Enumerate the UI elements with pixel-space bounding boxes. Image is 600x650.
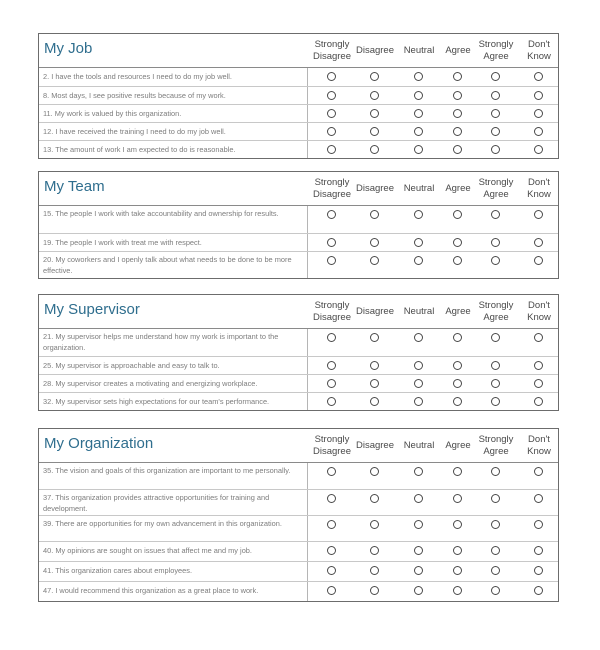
radio-disagree[interactable] <box>370 546 379 555</box>
question-row <box>39 541 558 561</box>
radio-strongly-disagree[interactable] <box>327 256 336 265</box>
column-header-strongly-agree: Strongly Agree <box>478 300 514 323</box>
radio-disagree[interactable] <box>370 494 379 503</box>
radio-strongly-disagree[interactable] <box>327 333 336 342</box>
radio-agree[interactable] <box>453 256 462 265</box>
radio-neutral[interactable] <box>414 520 423 529</box>
radio-disagree[interactable] <box>370 520 379 529</box>
radio-strongly-agree[interactable] <box>491 109 500 118</box>
radio-strongly-agree[interactable] <box>491 333 500 342</box>
question-text: 12. I have received the training I need to do my job well. <box>43 127 226 136</box>
radio-don-t-know[interactable] <box>534 238 543 247</box>
radio-agree[interactable] <box>453 238 462 247</box>
radio-don-t-know[interactable] <box>534 109 543 118</box>
column-header-neutral: Neutral <box>403 305 435 317</box>
column-divider <box>307 562 308 581</box>
radio-strongly-disagree[interactable] <box>327 379 336 388</box>
radio-agree[interactable] <box>453 566 462 575</box>
question-row <box>39 68 558 86</box>
radio-disagree[interactable] <box>370 256 379 265</box>
column-header-neutral: Neutral <box>403 439 435 451</box>
column-header-disagree: Disagree <box>355 182 395 194</box>
radio-neutral[interactable] <box>414 397 423 406</box>
question-row <box>39 206 558 233</box>
radio-neutral[interactable] <box>414 379 423 388</box>
radio-agree[interactable] <box>453 210 462 219</box>
question-text: 11. My work is valued by this organization. <box>43 109 182 118</box>
radio-don-t-know[interactable] <box>534 361 543 370</box>
radio-disagree[interactable] <box>370 238 379 247</box>
radio-strongly-agree[interactable] <box>491 494 500 503</box>
radio-neutral[interactable] <box>414 256 423 265</box>
question-row <box>39 515 558 541</box>
question-text: 47. I would recommend this organization as a great place to work. <box>43 586 259 595</box>
radio-don-t-know[interactable] <box>534 333 543 342</box>
radio-neutral[interactable] <box>414 127 423 136</box>
question-row <box>39 86 558 104</box>
radio-strongly-agree[interactable] <box>491 256 500 265</box>
radio-don-t-know[interactable] <box>534 145 543 154</box>
column-header-strongly-agree: Strongly Agree <box>478 39 514 62</box>
question-row <box>39 251 558 278</box>
radio-don-t-know[interactable] <box>534 397 543 406</box>
column-header-don-t-know: Don't Know <box>527 434 551 457</box>
radio-disagree[interactable] <box>370 127 379 136</box>
radio-don-t-know[interactable] <box>534 210 543 219</box>
column-divider <box>307 123 308 140</box>
question-row <box>39 489 558 515</box>
radio-strongly-disagree[interactable] <box>327 586 336 595</box>
radio-agree[interactable] <box>453 494 462 503</box>
radio-agree[interactable] <box>453 91 462 100</box>
radio-neutral[interactable] <box>414 586 423 595</box>
radio-don-t-know[interactable] <box>534 91 543 100</box>
radio-agree[interactable] <box>453 72 462 81</box>
column-divider <box>307 516 308 541</box>
radio-strongly-agree[interactable] <box>491 397 500 406</box>
question-row <box>39 561 558 581</box>
radio-agree[interactable] <box>453 109 462 118</box>
section-my-team <box>38 171 559 279</box>
radio-strongly-agree[interactable] <box>491 127 500 136</box>
column-divider <box>307 234 308 251</box>
radio-don-t-know[interactable] <box>534 586 543 595</box>
radio-agree[interactable] <box>453 361 462 370</box>
radio-disagree[interactable] <box>370 379 379 388</box>
radio-strongly-disagree[interactable] <box>327 397 336 406</box>
radio-strongly-agree[interactable] <box>491 91 500 100</box>
column-header-strongly-disagree: Strongly Disagree <box>312 177 352 200</box>
radio-agree[interactable] <box>453 145 462 154</box>
radio-disagree[interactable] <box>370 586 379 595</box>
section-my-job <box>38 33 559 159</box>
section-title: My Job <box>44 40 93 57</box>
column-header-strongly-disagree: Strongly Disagree <box>312 300 352 323</box>
question-text: 8. Most days, I see positive results because of my work. <box>43 91 226 100</box>
radio-neutral[interactable] <box>414 91 423 100</box>
radio-disagree[interactable] <box>370 333 379 342</box>
question-text: 41. This organization cares about employees. <box>43 566 192 575</box>
column-divider <box>307 252 308 278</box>
column-divider <box>307 490 308 515</box>
section-header <box>39 34 558 68</box>
section-my-supervisor <box>38 294 559 411</box>
question-row <box>39 329 558 356</box>
column-divider <box>307 105 308 122</box>
radio-agree[interactable] <box>453 586 462 595</box>
question-text: 32. My supervisor sets high expectations for our team's performance. <box>43 397 270 406</box>
column-divider <box>307 393 308 410</box>
radio-strongly-agree[interactable] <box>491 210 500 219</box>
radio-strongly-disagree[interactable] <box>327 72 336 81</box>
radio-strongly-disagree[interactable] <box>327 494 336 503</box>
question-row <box>39 374 558 392</box>
column-divider <box>307 141 308 158</box>
radio-strongly-agree[interactable] <box>491 566 500 575</box>
radio-disagree[interactable] <box>370 397 379 406</box>
radio-strongly-disagree[interactable] <box>327 210 336 219</box>
radio-strongly-disagree[interactable] <box>327 467 336 476</box>
radio-neutral[interactable] <box>414 494 423 503</box>
section-title: My Team <box>44 178 105 195</box>
radio-strongly-disagree[interactable] <box>327 91 336 100</box>
radio-neutral[interactable] <box>414 210 423 219</box>
radio-strongly-disagree[interactable] <box>327 127 336 136</box>
radio-strongly-disagree[interactable] <box>327 520 336 529</box>
radio-strongly-disagree[interactable] <box>327 238 336 247</box>
radio-strongly-agree[interactable] <box>491 586 500 595</box>
column-header-strongly-agree: Strongly Agree <box>478 434 514 457</box>
radio-neutral[interactable] <box>414 72 423 81</box>
radio-disagree[interactable] <box>370 467 379 476</box>
radio-don-t-know[interactable] <box>534 520 543 529</box>
section-header <box>39 295 558 329</box>
section-title: My Supervisor <box>44 301 140 318</box>
radio-disagree[interactable] <box>370 145 379 154</box>
column-divider <box>307 68 308 86</box>
section-header <box>39 429 558 463</box>
question-row <box>39 233 558 251</box>
question-text: 40. My opinions are sought on issues that affect me and my job. <box>43 546 252 555</box>
radio-agree[interactable] <box>453 127 462 136</box>
question-text: 35. The vision and goals of this organization are important to me personally. <box>43 466 291 475</box>
radio-agree[interactable] <box>453 467 462 476</box>
radio-strongly-disagree[interactable] <box>327 109 336 118</box>
question-text: 37. This organization provides attractive opportunities for training and development. <box>43 493 270 513</box>
question-row <box>39 140 558 158</box>
section-title: My Organization <box>44 435 154 452</box>
radio-strongly-agree[interactable] <box>491 72 500 81</box>
radio-don-t-know[interactable] <box>534 566 543 575</box>
radio-neutral[interactable] <box>414 238 423 247</box>
radio-don-t-know[interactable] <box>534 546 543 555</box>
column-header-don-t-know: Don't Know <box>527 177 551 200</box>
column-divider <box>307 329 308 356</box>
radio-disagree[interactable] <box>370 72 379 81</box>
radio-neutral[interactable] <box>414 566 423 575</box>
radio-don-t-know[interactable] <box>534 467 543 476</box>
radio-strongly-disagree[interactable] <box>327 546 336 555</box>
question-text: 39. There are opportunities for my own advancement in this organization. <box>43 519 282 528</box>
column-divider <box>307 375 308 392</box>
radio-strongly-agree[interactable] <box>491 546 500 555</box>
radio-strongly-agree[interactable] <box>491 238 500 247</box>
radio-neutral[interactable] <box>414 467 423 476</box>
radio-strongly-agree[interactable] <box>491 379 500 388</box>
column-header-agree: Agree <box>445 44 471 56</box>
radio-strongly-agree[interactable] <box>491 145 500 154</box>
radio-disagree[interactable] <box>370 210 379 219</box>
question-row <box>39 581 558 601</box>
radio-strongly-disagree[interactable] <box>327 361 336 370</box>
radio-agree[interactable] <box>453 397 462 406</box>
radio-don-t-know[interactable] <box>534 379 543 388</box>
radio-strongly-agree[interactable] <box>491 520 500 529</box>
radio-disagree[interactable] <box>370 109 379 118</box>
question-text: 15. The people I work with take accountability and ownership for results. <box>43 209 279 218</box>
radio-strongly-disagree[interactable] <box>327 145 336 154</box>
column-divider <box>307 357 308 374</box>
radio-disagree[interactable] <box>370 566 379 575</box>
radio-agree[interactable] <box>453 333 462 342</box>
question-text: 25. My supervisor is approachable and easy to talk to. <box>43 361 220 370</box>
column-header-strongly-disagree: Strongly Disagree <box>312 434 352 457</box>
question-text: 2. I have the tools and resources I need to do my job well. <box>43 72 232 81</box>
column-header-disagree: Disagree <box>355 439 395 451</box>
question-row <box>39 104 558 122</box>
column-header-don-t-know: Don't Know <box>527 300 551 323</box>
column-header-strongly-agree: Strongly Agree <box>478 177 514 200</box>
radio-neutral[interactable] <box>414 546 423 555</box>
radio-neutral[interactable] <box>414 361 423 370</box>
radio-disagree[interactable] <box>370 361 379 370</box>
radio-agree[interactable] <box>453 546 462 555</box>
radio-don-t-know[interactable] <box>534 256 543 265</box>
column-header-don-t-know: Don't Know <box>527 39 551 62</box>
column-header-strongly-disagree: Strongly Disagree <box>312 39 352 62</box>
column-header-agree: Agree <box>445 305 471 317</box>
radio-don-t-know[interactable] <box>534 127 543 136</box>
radio-neutral[interactable] <box>414 333 423 342</box>
question-row <box>39 463 558 489</box>
column-header-neutral: Neutral <box>403 182 435 194</box>
radio-strongly-agree[interactable] <box>491 361 500 370</box>
column-header-agree: Agree <box>445 182 471 194</box>
column-header-neutral: Neutral <box>403 44 435 56</box>
column-divider <box>307 206 308 233</box>
column-divider <box>307 582 308 601</box>
section-header <box>39 172 558 206</box>
column-divider <box>307 542 308 561</box>
column-divider <box>307 87 308 104</box>
radio-neutral[interactable] <box>414 109 423 118</box>
question-text: 20. My coworkers and I openly talk about what needs to be done to be more effective. <box>43 255 292 275</box>
radio-don-t-know[interactable] <box>534 72 543 81</box>
question-text: 13. The amount of work I am expected to do is reasonable. <box>43 145 236 154</box>
radio-disagree[interactable] <box>370 91 379 100</box>
question-text: 21. My supervisor helps me understand how my work is important to the organization. <box>43 332 279 352</box>
radio-neutral[interactable] <box>414 145 423 154</box>
question-text: 19. The people I work with treat me with respect. <box>43 238 202 247</box>
column-header-disagree: Disagree <box>355 305 395 317</box>
section-my-organization <box>38 428 559 602</box>
radio-agree[interactable] <box>453 520 462 529</box>
radio-don-t-know[interactable] <box>534 494 543 503</box>
column-header-agree: Agree <box>445 439 471 451</box>
radio-strongly-agree[interactable] <box>491 467 500 476</box>
radio-strongly-disagree[interactable] <box>327 566 336 575</box>
question-row <box>39 356 558 374</box>
radio-agree[interactable] <box>453 379 462 388</box>
question-row <box>39 122 558 140</box>
question-text: 28. My supervisor creates a motivating and energizing workplace. <box>43 379 258 388</box>
question-row <box>39 392 558 410</box>
column-divider <box>307 463 308 489</box>
column-header-disagree: Disagree <box>355 44 395 56</box>
